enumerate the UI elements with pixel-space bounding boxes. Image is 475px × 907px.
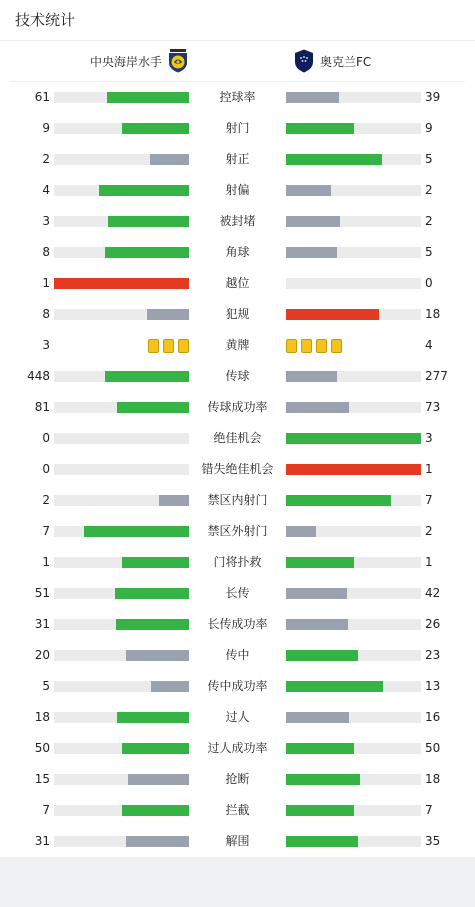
home-stat-bar	[122, 557, 190, 568]
away-stat-bar	[286, 681, 383, 692]
home-stat-bar-track	[54, 557, 189, 568]
away-stat-value: 13	[425, 679, 441, 693]
stat-label: 拦截	[225, 803, 250, 817]
home-stat-value: 0	[42, 431, 50, 445]
stat-row	[0, 300, 475, 331]
home-stat-bar-track	[54, 123, 189, 134]
yellow-card-icon	[148, 339, 159, 353]
home-stat-value: 1	[42, 276, 50, 290]
away-stat-value: 5	[425, 152, 433, 166]
stat-label: 长传	[225, 586, 250, 600]
home-stat-bar	[126, 836, 189, 847]
away-stat-bar-track	[286, 278, 421, 289]
stat-row	[0, 393, 475, 424]
away-stat-bar-track	[286, 464, 421, 475]
home-stat-value: 7	[42, 803, 50, 817]
home-stat-bar	[105, 371, 189, 382]
away-stat-value: 18	[425, 772, 441, 786]
home-stat-bar	[122, 743, 190, 754]
home-team[interactable]	[90, 48, 189, 74]
home-stat-bar-track	[54, 526, 189, 537]
away-stat-value: 42	[425, 586, 441, 600]
stat-row	[0, 331, 475, 362]
home-stat-bar	[107, 92, 189, 103]
stat-row	[0, 734, 475, 765]
stat-label: 门将扑救	[213, 555, 262, 569]
away-stat-bar	[286, 619, 348, 630]
stat-row	[0, 641, 475, 672]
home-stat-bar	[122, 123, 190, 134]
stats-list	[0, 83, 475, 858]
home-stat-value: 20	[34, 648, 50, 662]
away-stat-bar	[286, 216, 340, 227]
away-stat-bar	[286, 433, 421, 444]
stat-row	[0, 362, 475, 393]
away-stat-value: 2	[425, 524, 433, 538]
stat-label: 角球	[225, 245, 250, 259]
stat-row	[0, 517, 475, 548]
home-stat-bar	[116, 619, 189, 630]
away-stat-value: 3	[425, 431, 433, 445]
away-stat-value: 7	[425, 493, 433, 507]
away-yellow-cards	[286, 339, 342, 353]
home-stat-bar	[105, 247, 189, 258]
away-stat-bar-track	[286, 185, 421, 196]
home-stat-value: 8	[42, 307, 50, 321]
away-stat-value: 35	[425, 834, 441, 848]
away-stat-value: 277	[425, 369, 448, 383]
home-stat-bar	[115, 588, 189, 599]
away-stat-bar-track	[286, 402, 421, 413]
stat-row	[0, 548, 475, 579]
stat-label: 射门	[225, 121, 250, 135]
home-stat-bar	[99, 185, 189, 196]
home-stat-value: 4	[42, 183, 50, 197]
stat-label: 射正	[225, 152, 250, 166]
stat-row	[0, 269, 475, 300]
away-stat-value: 50	[425, 741, 441, 755]
stat-row	[0, 765, 475, 796]
home-stat-bar-track	[54, 216, 189, 227]
home-stat-value: 31	[34, 834, 50, 848]
teams-divider	[10, 81, 465, 82]
stat-label: 传球成功率	[207, 400, 268, 414]
yellow-card-icon	[286, 339, 297, 353]
stat-row	[0, 238, 475, 269]
home-stat-bar	[126, 650, 189, 661]
away-stat-value: 7	[425, 803, 433, 817]
teams-header	[0, 46, 475, 76]
home-stat-bar-track	[54, 650, 189, 661]
stat-label: 越位	[225, 276, 250, 290]
away-stat-value: 16	[425, 710, 441, 724]
away-stat-bar	[286, 309, 379, 320]
home-stat-bar	[117, 402, 189, 413]
home-stat-bar	[159, 495, 189, 506]
home-stat-value: 3	[42, 338, 50, 352]
home-stat-bar	[108, 216, 189, 227]
home-stat-bar-track	[54, 774, 189, 785]
away-stat-bar	[286, 154, 382, 165]
stat-label: 解围	[225, 834, 250, 848]
home-stat-bar	[84, 526, 189, 537]
away-stat-bar-track	[286, 619, 421, 630]
home-stat-bar-track	[54, 836, 189, 847]
home-stat-value: 8	[42, 245, 50, 259]
home-stat-bar	[147, 309, 189, 320]
away-stat-bar	[286, 805, 354, 816]
stat-row	[0, 176, 475, 207]
home-stat-bar	[150, 154, 189, 165]
away-stat-value: 23	[425, 648, 441, 662]
stat-label: 传中成功率	[207, 679, 268, 693]
home-stat-bar-track	[54, 743, 189, 754]
home-stat-bar-track	[54, 681, 189, 692]
away-stat-value: 26	[425, 617, 441, 631]
home-stat-bar-track	[54, 433, 189, 444]
away-stat-bar-track	[286, 433, 421, 444]
yellow-card-icon	[316, 339, 327, 353]
away-stat-bar	[286, 92, 339, 103]
away-stat-bar-track	[286, 123, 421, 134]
home-stat-bar	[128, 774, 189, 785]
away-stat-bar-track	[286, 557, 421, 568]
stat-row	[0, 827, 475, 858]
home-stat-value: 31	[34, 617, 50, 631]
stat-row	[0, 145, 475, 176]
yellow-card-icon	[178, 339, 189, 353]
stat-label: 过人	[225, 710, 250, 724]
home-stat-value: 0	[42, 462, 50, 476]
away-stat-bar	[286, 588, 347, 599]
away-stat-value: 2	[425, 214, 433, 228]
away-stat-bar-track	[286, 836, 421, 847]
home-stat-value: 1	[42, 555, 50, 569]
away-team-name: 奥克兰FC	[320, 54, 372, 69]
away-stat-bar-track	[286, 650, 421, 661]
stat-row	[0, 579, 475, 610]
stat-row	[0, 207, 475, 238]
stat-row	[0, 114, 475, 145]
home-stat-value: 9	[42, 121, 50, 135]
away-team[interactable]	[293, 48, 371, 74]
home-stat-bar	[122, 805, 190, 816]
home-stat-bar-track	[54, 588, 189, 599]
stat-row	[0, 83, 475, 114]
home-stat-bar-track	[54, 278, 189, 289]
away-stat-bar	[286, 743, 354, 754]
away-stat-bar	[286, 123, 354, 134]
home-stat-value: 50	[34, 741, 50, 755]
home-stat-bar-track	[54, 92, 189, 103]
away-stat-bar	[286, 495, 391, 506]
away-stat-bar-track	[286, 92, 421, 103]
stat-row	[0, 703, 475, 734]
away-stat-bar	[286, 836, 358, 847]
home-team-name: 中央海岸水手	[89, 54, 162, 69]
stat-row	[0, 796, 475, 827]
home-stat-bar	[54, 278, 189, 289]
away-stat-bar	[286, 371, 337, 382]
away-stat-value: 39	[425, 90, 441, 104]
away-stat-value: 0	[425, 276, 433, 290]
away-stat-bar-track	[286, 774, 421, 785]
home-stat-bar-track	[54, 154, 189, 165]
away-stat-value: 4	[425, 338, 433, 352]
stat-label: 长传成功率	[207, 617, 268, 631]
stat-row	[0, 610, 475, 641]
home-stat-value: 448	[27, 369, 50, 383]
away-stat-value: 1	[425, 555, 433, 569]
home-stat-value: 81	[34, 400, 50, 414]
home-stat-bar-track	[54, 464, 189, 475]
stat-row	[0, 424, 475, 455]
stat-label: 过人成功率	[207, 741, 268, 755]
away-stat-bar-track	[286, 154, 421, 165]
title-divider	[0, 40, 475, 41]
home-stat-value: 7	[42, 524, 50, 538]
home-stat-bar-track	[54, 247, 189, 258]
yellow-card-icon	[331, 339, 342, 353]
central-coast-mariners-crest-icon	[167, 49, 189, 73]
home-stat-bar-track	[54, 712, 189, 723]
away-stat-bar-track	[286, 216, 421, 227]
home-stat-bar	[117, 712, 189, 723]
yellow-card-icon	[301, 339, 312, 353]
stat-row	[0, 486, 475, 517]
away-stat-bar	[286, 247, 337, 258]
away-stat-value: 2	[425, 183, 433, 197]
away-stat-bar-track	[286, 681, 421, 692]
home-stat-bar-track	[54, 371, 189, 382]
stat-label: 禁区内射门	[207, 493, 268, 507]
stat-label: 控球率	[219, 90, 256, 104]
home-stat-value: 2	[42, 493, 50, 507]
home-yellow-cards	[148, 339, 189, 353]
stat-row	[0, 455, 475, 486]
stat-label: 射偏	[225, 183, 250, 197]
away-stat-bar	[286, 650, 358, 661]
away-stat-bar-track	[286, 247, 421, 258]
away-stat-bar-track	[286, 743, 421, 754]
away-stat-bar	[286, 557, 354, 568]
stat-label: 传球	[225, 369, 250, 383]
stat-label: 犯规	[225, 307, 250, 321]
home-stat-bar-track	[54, 185, 189, 196]
home-stat-bar-track	[54, 805, 189, 816]
home-stat-bar-track	[54, 309, 189, 320]
auckland-fc-crest-icon	[293, 49, 315, 73]
away-stat-bar	[286, 712, 349, 723]
home-stat-value: 15	[34, 772, 50, 786]
away-stat-bar-track	[286, 712, 421, 723]
stat-label: 错失绝佳机会	[201, 462, 274, 476]
away-stat-bar-track	[286, 371, 421, 382]
home-stat-value: 51	[34, 586, 50, 600]
home-stat-value: 3	[42, 214, 50, 228]
stat-label: 禁区外射门	[207, 524, 268, 538]
stat-label: 抢断	[225, 772, 250, 786]
away-stat-bar-track	[286, 495, 421, 506]
away-stat-value: 73	[425, 400, 441, 414]
away-stat-bar	[286, 464, 421, 475]
away-stat-bar-track	[286, 526, 421, 537]
home-stat-bar-track	[54, 495, 189, 506]
stat-label: 传中	[225, 648, 250, 662]
stat-row	[0, 672, 475, 703]
away-stat-bar-track	[286, 805, 421, 816]
page-title: 技术统计	[15, 11, 76, 29]
away-stat-bar-track	[286, 309, 421, 320]
away-stat-value: 18	[425, 307, 441, 321]
stat-label: 被封堵	[219, 214, 256, 228]
home-stat-value: 5	[42, 679, 50, 693]
away-stat-bar	[286, 774, 360, 785]
home-stat-value: 2	[42, 152, 50, 166]
stat-label: 绝佳机会	[213, 431, 262, 445]
yellow-card-icon	[163, 339, 174, 353]
home-stat-bar-track	[54, 402, 189, 413]
away-stat-bar	[286, 185, 331, 196]
home-stat-bar-track	[54, 619, 189, 630]
away-stat-value: 9	[425, 121, 433, 135]
stat-label: 黄牌	[225, 338, 250, 352]
home-stat-value: 61	[34, 90, 50, 104]
away-stat-bar-track	[286, 588, 421, 599]
away-stat-value: 5	[425, 245, 433, 259]
away-stat-bar	[286, 526, 316, 537]
home-stat-value: 18	[34, 710, 50, 724]
home-stat-bar	[151, 681, 189, 692]
away-stat-bar	[286, 402, 349, 413]
away-stat-value: 1	[425, 462, 433, 476]
